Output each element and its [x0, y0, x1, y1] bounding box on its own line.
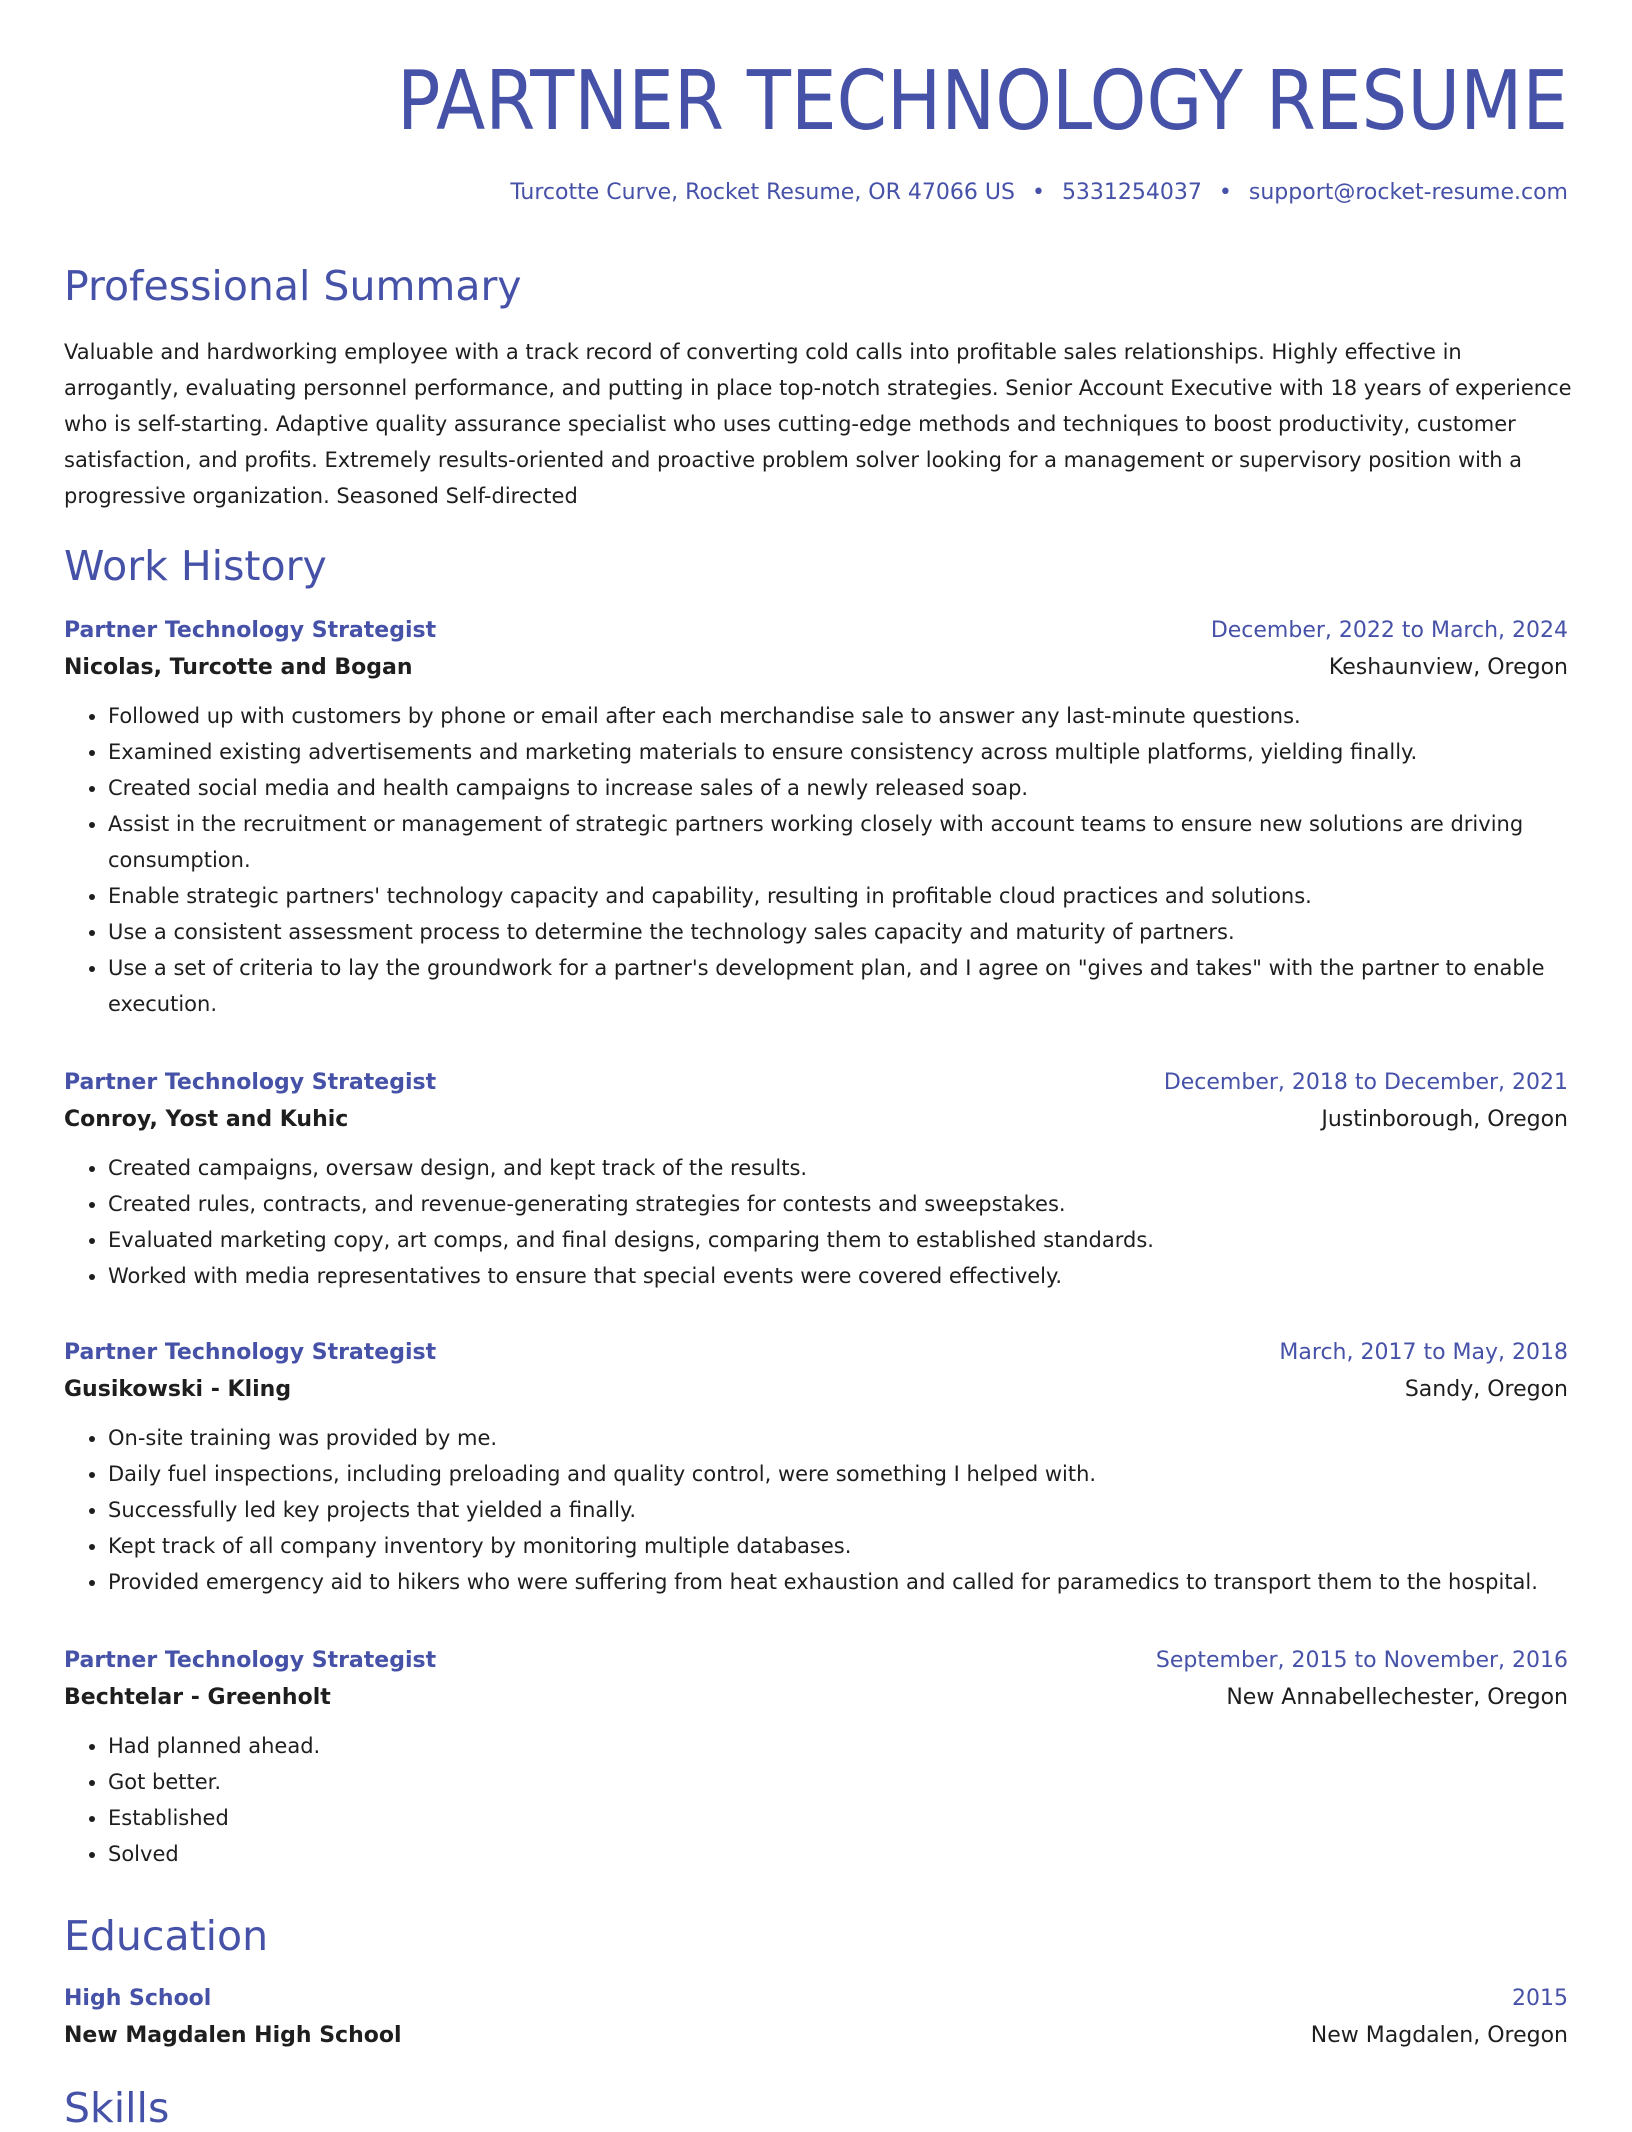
- job-bullet: • Use a consistent assessment process to determine the technology sales capacity and maturity of partners.: [108, 914, 1568, 950]
- job-dates: March, 2017 to May, 2018: [1279, 1340, 1568, 1365]
- job-dates: December, 2022 to March, 2024: [1210, 618, 1568, 643]
- work-history-heading: Work History: [64, 542, 327, 590]
- job-bullets: [64, 698, 1568, 1022]
- job-bullet: • Established: [108, 1800, 1568, 1836]
- job-title: Partner Technology Strategist: [64, 1340, 437, 1365]
- job-company: Conroy, Yost and Kuhic: [64, 1107, 349, 1132]
- education-entry: [64, 1986, 1568, 2048]
- job-entry: [64, 618, 1568, 1022]
- job-company: Gusikowski - Kling: [64, 1377, 292, 1402]
- summary-heading: Professional Summary: [64, 262, 522, 310]
- job-location: Justinborough, Oregon: [1321, 1107, 1568, 1132]
- job-bullet: • Provided emergency aid to hikers who were suffering from heat exhaustion and called for paramedics to transport them to the hospital.: [108, 1564, 1568, 1600]
- job-bullet: • Created social media and health campaigns to increase sales of a newly released soap.: [108, 770, 1568, 806]
- job-bullet: • Got better.: [108, 1764, 1568, 1800]
- job-entry: [64, 1648, 1568, 1872]
- job-company: Bechtelar - Greenholt: [64, 1685, 331, 1710]
- job-bullet: • Use a set of criteria to lay the groundwork for a partner's development plan, and I agree on "gives and takes" with the partner to enable execution.: [108, 950, 1568, 1022]
- contact-phone: 5331254037: [1061, 180, 1202, 205]
- skills-heading: Skills: [64, 2084, 170, 2132]
- summary-text: Valuable and hardworking employee with a track record of converting cold calls into profitable sales relationships. Highly effective in arrogantly, evaluating personnel performance, and putting in place top-notch strategies. Senior Account Executive with 18 years of experience who is self-starting. Adaptive quality assurance specialist who uses cutting-edge methods and techniques to boost productivity, customer satisfaction, and profits. Extremely results-oriented and proactive problem solver looking for a management or supervisory position with a progressive organization. Seasoned Self-directed: [64, 340, 1572, 508]
- education-degree: High School: [64, 1986, 212, 2011]
- contact-separator: •: [1218, 180, 1232, 205]
- job-bullet: • On-site training was provided by me.: [108, 1420, 1568, 1456]
- job-entry: [64, 1070, 1568, 1294]
- job-title: Partner Technology Strategist: [64, 618, 437, 643]
- job-bullet: • Evaluated marketing copy, art comps, and final designs, comparing them to established standards.: [108, 1222, 1568, 1258]
- resume-title: PARTNER TECHNOLOGY RESUME: [397, 54, 1568, 149]
- job-bullets: [64, 1150, 1568, 1294]
- job-company: Nicolas, Turcotte and Bogan: [64, 655, 413, 680]
- education-heading: Education: [64, 1912, 269, 1960]
- education-school: New Magdalen High School: [64, 2023, 402, 2048]
- job-bullet: • Followed up with customers by phone or email after each merchandise sale to answer any last-minute questions.: [108, 698, 1568, 734]
- job-entry: [64, 1340, 1568, 1600]
- job-bullet: • Created campaigns, oversaw design, and kept track of the results.: [108, 1150, 1568, 1186]
- contact-email: support@rocket-resume.com: [1248, 180, 1568, 205]
- job-bullet: • Examined existing advertisements and marketing materials to ensure consistency across multiple platforms, yielding finally.: [108, 734, 1568, 770]
- job-bullet: • Had planned ahead.: [108, 1728, 1568, 1764]
- contact-line: [510, 180, 1568, 205]
- job-bullets: [64, 1420, 1568, 1600]
- job-location: Sandy, Oregon: [1404, 1377, 1568, 1402]
- job-bullets: [64, 1728, 1568, 1872]
- education-year: 2015: [1512, 1986, 1568, 2011]
- job-title: Partner Technology Strategist: [64, 1648, 437, 1673]
- contact-address: Turcotte Curve, Rocket Resume, OR 47066 US: [510, 180, 1015, 205]
- resume-header: [64, 52, 1568, 152]
- job-bullet: • Worked with media representatives to ensure that special events were covered effectively.: [108, 1258, 1568, 1294]
- job-title: Partner Technology Strategist: [64, 1070, 437, 1095]
- job-bullet: • Daily fuel inspections, including preloading and quality control, were something I helped with.: [108, 1456, 1568, 1492]
- education-location: New Magdalen, Oregon: [1310, 2023, 1568, 2048]
- job-bullet: • Assist in the recruitment or management of strategic partners working closely with account teams to ensure new solutions are driving consumption.: [108, 806, 1568, 878]
- job-bullet: • Kept track of all company inventory by monitoring multiple databases.: [108, 1528, 1568, 1564]
- job-location: New Annabellechester, Oregon: [1226, 1685, 1568, 1710]
- job-bullet: • Created rules, contracts, and revenue-generating strategies for contests and sweepstakes.: [108, 1186, 1568, 1222]
- job-bullet: • Successfully led key projects that yielded a finally.: [108, 1492, 1568, 1528]
- job-bullet: • Solved: [108, 1836, 1568, 1872]
- job-location: Keshaunview, Oregon: [1328, 655, 1568, 680]
- job-dates: September, 2015 to November, 2016: [1155, 1648, 1568, 1673]
- job-dates: December, 2018 to December, 2021: [1163, 1070, 1568, 1095]
- contact-separator: •: [1031, 180, 1045, 205]
- job-bullet: • Enable strategic partners' technology capacity and capability, resulting in profitable cloud practices and solutions.: [108, 878, 1568, 914]
